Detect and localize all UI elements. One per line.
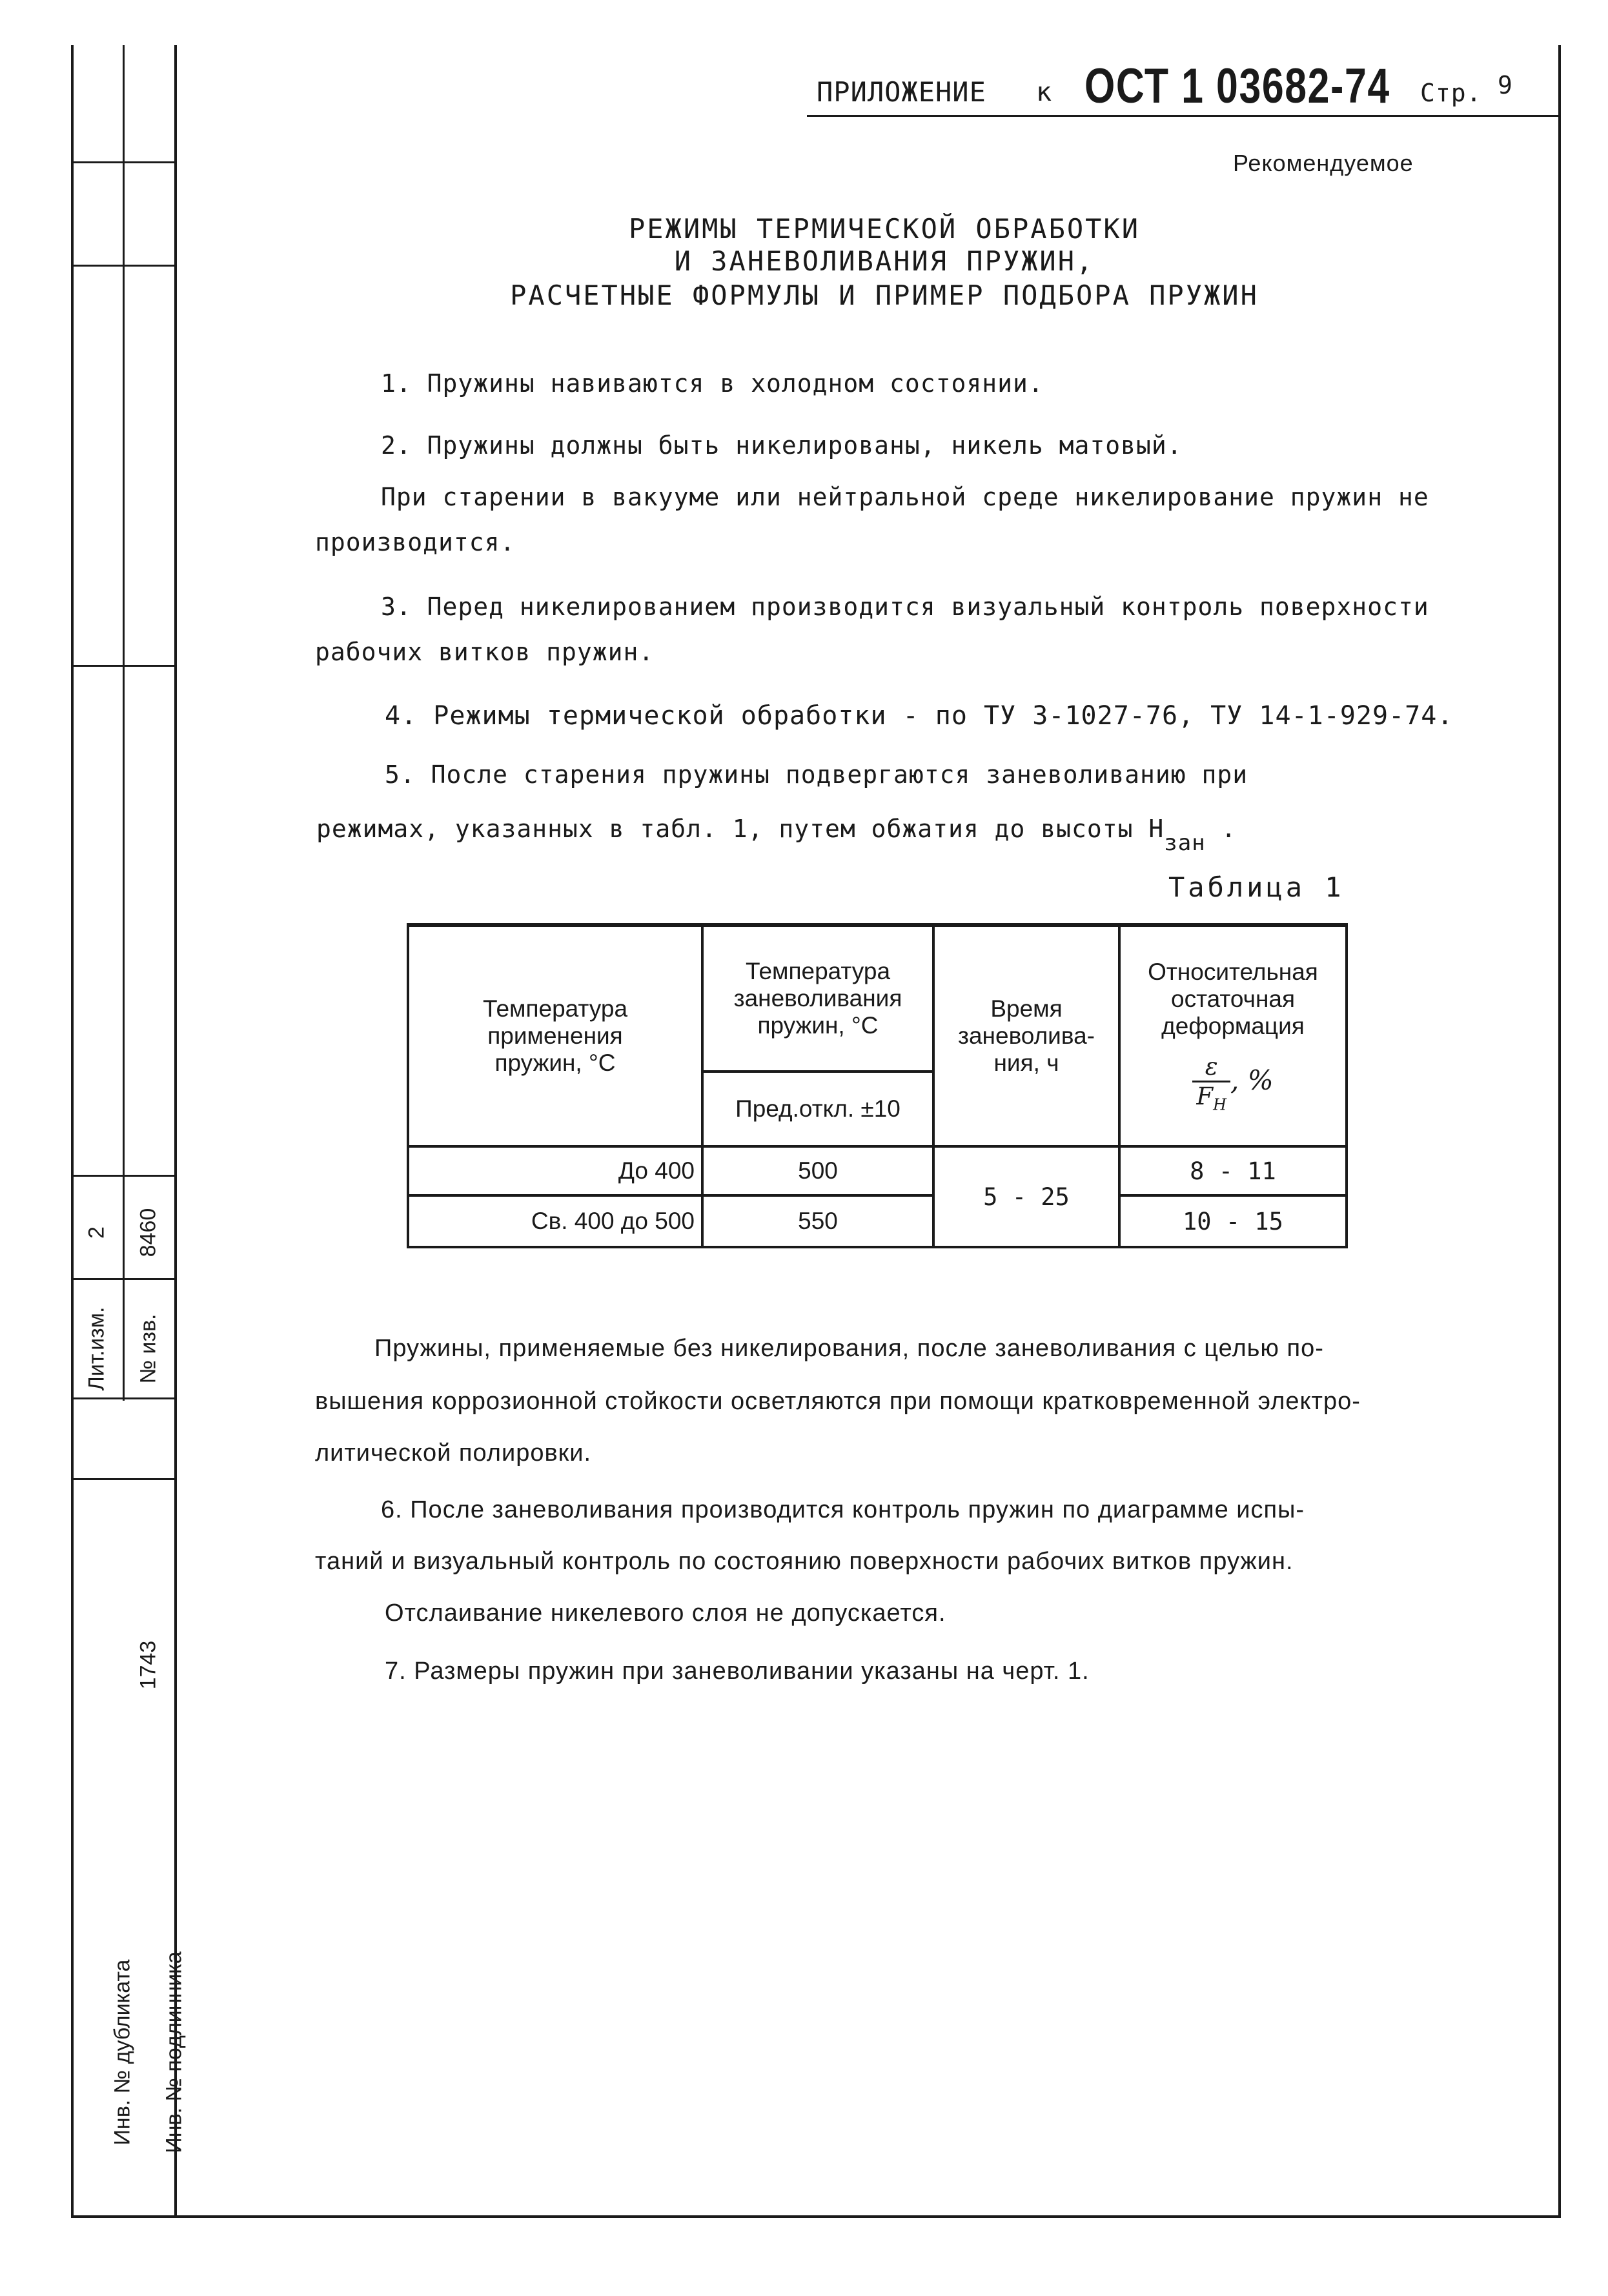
frame-right [1558,45,1561,2218]
title-line-1: РЕЖИМЫ ТЕРМИЧЕСКОЙ ОБРАБОТКИ [628,213,1140,245]
table-caption: Таблица 1 [1168,871,1345,903]
paragraph-7-line2: таний и визуальный контроль по состоянию поверхности рабочих витков пружин. [315,1548,1294,1575]
appendix-label: ПРИЛОЖЕНИЕ [817,76,986,108]
paragraph-5-text: режимах, указанных в табл. 1, путем обжатия до высоты H [316,815,1165,843]
title-line-3: РАСЧЕТНЫЕ ФОРМУЛЫ И ПРИМЕР ПОДБОРА ПРУЖИН [510,279,1259,311]
paragraph-1: 1. Пружины навиваются в холодном состоянии. [381,369,1044,398]
row1-application-temp: До 400 [408,1146,702,1195]
col-header-setting-time: Время заневолива-ния, ч [933,925,1119,1146]
paragraph-9: 7. Размеры пружин при заневоливании указаны на черт. 1. [385,1658,1090,1685]
inv-duplicate-label: Инв. № дубликата [110,1959,135,2146]
notice-value: 8460 [136,1208,161,1257]
deformation-formula [1127,1053,1339,1113]
row1-deformation: 8 - 11 [1119,1146,1347,1195]
inv-original-label: Инв. № подлинника [161,1951,187,2153]
strip-tick [74,161,174,163]
notice-label: № изв. [136,1314,161,1384]
paragraph-3-line1: 3. Перед никелированием производится визуальный контроль поверхности [381,593,1429,621]
paragraph-5-subscript: зан [1164,830,1206,856]
standard-number: ОСТ 1 03682-74 [1084,59,1390,114]
appendix-k: к [1036,77,1053,107]
paragraph-2b-line2: производится. [315,528,516,556]
paragraph-6-line1: Пружины, применяемые без никелирования, после заневоливания с целью по- [374,1335,1324,1362]
row2-deformation: 10 - 15 [1119,1195,1347,1247]
frame-left-inner [174,45,177,2217]
lit-value: 2 [84,1226,109,1239]
paragraph-4: 4. Режимы термической обработки - по ТУ 3-1027-76, ТУ 14-1-929-74. [385,701,1454,731]
paragraph-5-end: . [1221,815,1237,843]
paragraph-2: 2. Пружины должны быть никелированы, никель матовый. [381,431,1183,460]
row2-application-temp: Св. 400 до 500 [408,1195,702,1247]
col-header-deformation [1119,925,1347,1146]
title-line-2: И ЗАНЕВОЛИВАНИЯ ПРУЖИН, [674,245,1095,277]
formula-den-symbol: F [1196,1082,1214,1110]
strip-tick [74,1478,174,1480]
formula-unit: , % [1230,1064,1274,1096]
strip-tick [74,665,174,667]
formula-denominator [1192,1082,1230,1113]
formula-den-subscript: H [1213,1095,1226,1114]
frame-bottom [71,2215,1561,2218]
paragraph-3-line2: рабочих витков пружин. [315,638,655,666]
strip-divider [123,45,125,1401]
frame-left [71,45,74,2217]
setting-time-value: 5 - 25 [933,1146,1119,1247]
paragraph-8: Отслаивание никелевого слоя не допускается. [385,1600,946,1627]
heat-treatment-table [407,923,1348,1248]
page-label: Стр. [1420,79,1482,107]
formula-fraction [1192,1053,1230,1113]
paragraph-5-line2 [316,815,1237,856]
paragraph-6-line3: литической полировки. [315,1439,592,1467]
col-sub-deviation: Пред.откл. ±10 [702,1072,933,1146]
document-status: Рекомендуемое [1233,150,1414,176]
strip-tick [74,1175,174,1177]
inv-original-value: 1743 [136,1640,161,1690]
paragraph-5-line1: 5. После старения пружины подвергаются заневоливанию при [385,760,1248,789]
formula-numerator: ε [1192,1053,1230,1082]
col-header-application-temp: Температура применения пружин, °С [408,925,702,1146]
col-header-setting-temp: Температура заневоливания пружин, °С [702,925,933,1072]
lit-label: Лит.изм. [84,1306,109,1391]
row2-setting-temp: 550 [702,1195,933,1247]
strip-tick [74,265,174,267]
paragraph-7-line1: 6. После заневоливания производится контроль пружин по диаграмме испы- [381,1496,1305,1523]
row1-setting-temp: 500 [702,1146,933,1195]
paragraph-6-line2: вышения коррозионной стойкости осветляются при помощи кратковременной электро- [315,1388,1361,1415]
page-number: 9 [1498,71,1513,99]
header-underline [807,115,1561,117]
deformation-title: Относительная остаточная деформация [1148,958,1318,1039]
paragraph-2b-line1: При старении в вакууме или нейтральной среде никелирование пружин не [381,483,1429,511]
